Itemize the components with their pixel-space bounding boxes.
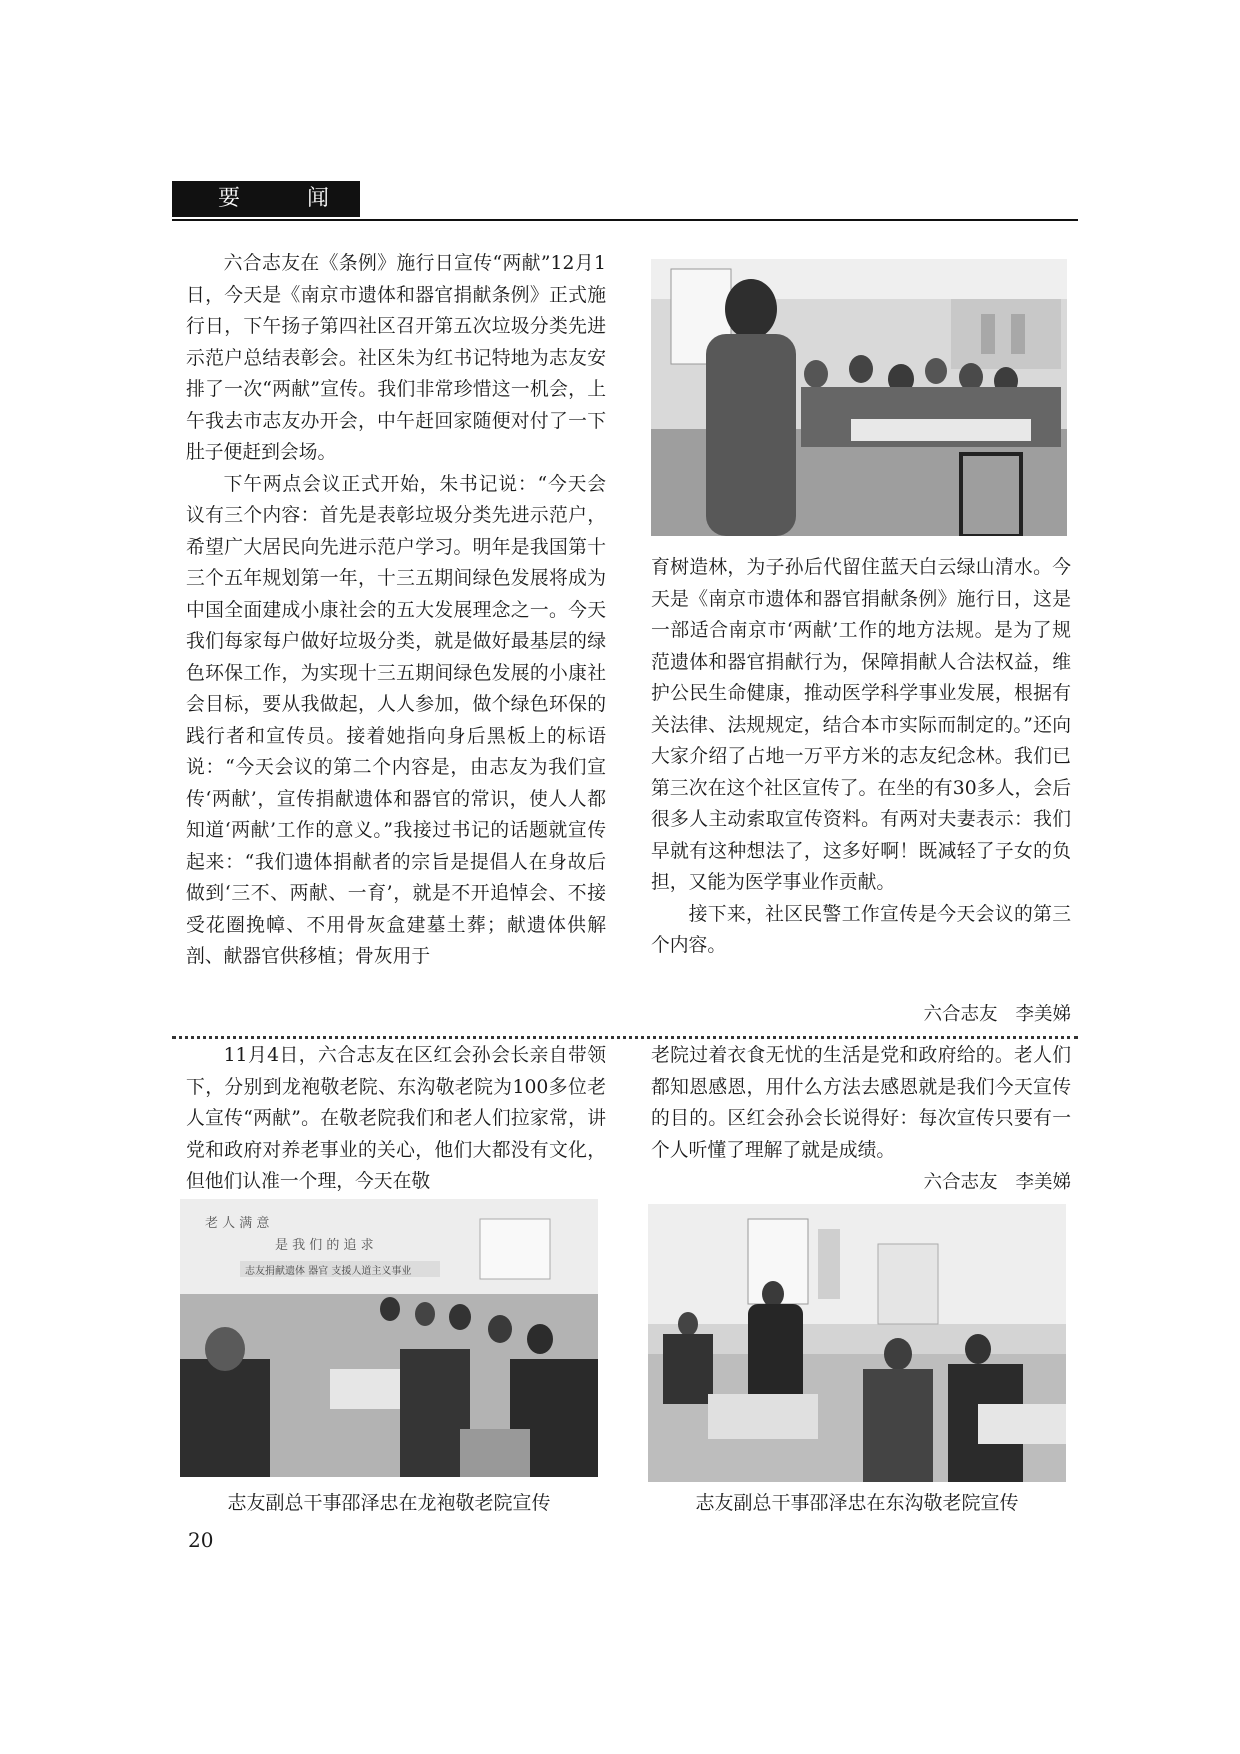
article1-left-column xyxy=(186,248,606,973)
photo-donggou-nursing-home xyxy=(648,1204,1066,1482)
article2-byline xyxy=(651,1168,1071,1194)
banner-text-3: 志友捐献遗体 器官 支援人道主义事业 xyxy=(245,1266,412,1277)
photo-longpao-nursing-home xyxy=(180,1199,598,1477)
article1-right-column xyxy=(651,552,1071,962)
article2-byline-name: 李美娣 xyxy=(1015,1172,1071,1193)
article1-paragraph-2: 下午两点会议正式开始，朱书记说：“今天会议有三个内容：首先是表彰垃圾分类先进示范户，希望广大居民向先进示范户学习。明年是我国第十三个五年规划第一年，十三五期间绿色发展将成为中国全面建成小康社会的五大发展理念之一。今天我们每家每户做好垃圾分类，就是做好最基层的绿色环保工作，为实现十三五期间绿色发展的小康社会目标，要从我做起，人人参加，做个绿色环保的践行者和宣传员。接着她指向身后黑板上的标语说：“今天会议的第二个内容是，由志友为我们宣传‘两献’，宣传捐献遗体和器官的常识，使人人都知道‘两献’工作的意义。”我接过书记的话题就宣传起来：“我们遗体捐献者的宗旨是提倡人在身故后做到‘三不、两献、一育’，就是不开追悼会、不接受花圈挽幛、不用骨灰盒建墓土葬；献遗体供解剖、献器官供移植；骨灰用于 xyxy=(186,473,606,967)
article1-byline-name: 李美娣 xyxy=(1015,1004,1071,1025)
article1-byline-org: 六合志友 xyxy=(923,1004,998,1025)
page-number: 20 xyxy=(188,1528,214,1552)
article1-paragraph-3: 接下来，社区民警工作宣传是今天会议的第三个内容。 xyxy=(651,903,1071,956)
caption-left-photo: 志友副总干事邵泽忠在龙袍敬老院宣传 xyxy=(227,1492,551,1514)
header-rule xyxy=(172,219,1078,221)
article1-paragraph-2-continued: 育树造林，为子孙后代留住蓝天白云绿山清水。今天是《南京市遗体和器官捐献条例》施行日，这是一部适合南京市‘两献’工作的地方法规。是为了规范遗体和器官捐献行为，保障捐献人合法权益，维护公民生命健康，推动医学科学事业发展，根据有关法律、法规规定，结合本市实际而制定的。”还向大家介绍了占地一万平方米的志友纪念林。我们已第三次在这个社区宣传了。在坐的有30多人，会后很多人主动索取宣传资料。有两对夫妻表示：我们早就有这种想法了，这多好啊！既减轻了子女的负担，又能为医学事业作贡献。 xyxy=(651,557,1071,893)
article2-byline-org: 六合志友 xyxy=(923,1172,998,1193)
article2-left-column xyxy=(186,1040,606,1198)
section-tab: 要 闻 xyxy=(172,181,360,217)
banner-text-2: 是 我 们 的 追 求 xyxy=(275,1238,374,1253)
banner-text-1: 老 人 满 意 xyxy=(205,1216,270,1231)
article2-paragraph-1: 11月4日，六合志友在区红会孙会长亲自带领下，分别到龙袍敬老院、东沟敬老院为100多位老人宣传“两献”。在敬老院我们和老人们拉家常，讲党和政府对养老事业的关心，他们大都没有文化，但他们认准一个理，今天在敬 xyxy=(186,1045,606,1192)
article2-right-column xyxy=(651,1040,1071,1166)
article1-paragraph-1: 六合志友在《条例》施行日宣传“两献”12月1日，今天是《南京市遗体和器官捐献条例》正式施行日，下午扬子第四社区召开第五次垃圾分类先进示范户总结表彰会。社区朱为红书记特地为志友安排了一次“两献”宣传。我们非常珍惜这一机会，上午我去市志友办开会，中午赶回家随便对付了一下肚子便赶到会场。 xyxy=(186,253,606,463)
article-separator xyxy=(172,1036,1078,1039)
article2-paragraph-1-continued: 老院过着衣食无忧的生活是党和政府给的。老人们都知恩感恩，用什么方法去感恩就是我们今天宣传的目的。区红会孙会长说得好：每次宣传只要有一个人听懂了理解了就是成绩。 xyxy=(651,1045,1071,1161)
article1-byline xyxy=(651,1000,1071,1026)
caption-right-photo: 志友副总干事邵泽忠在东沟敬老院宣传 xyxy=(695,1492,1019,1514)
photo-community-meeting xyxy=(651,259,1067,536)
